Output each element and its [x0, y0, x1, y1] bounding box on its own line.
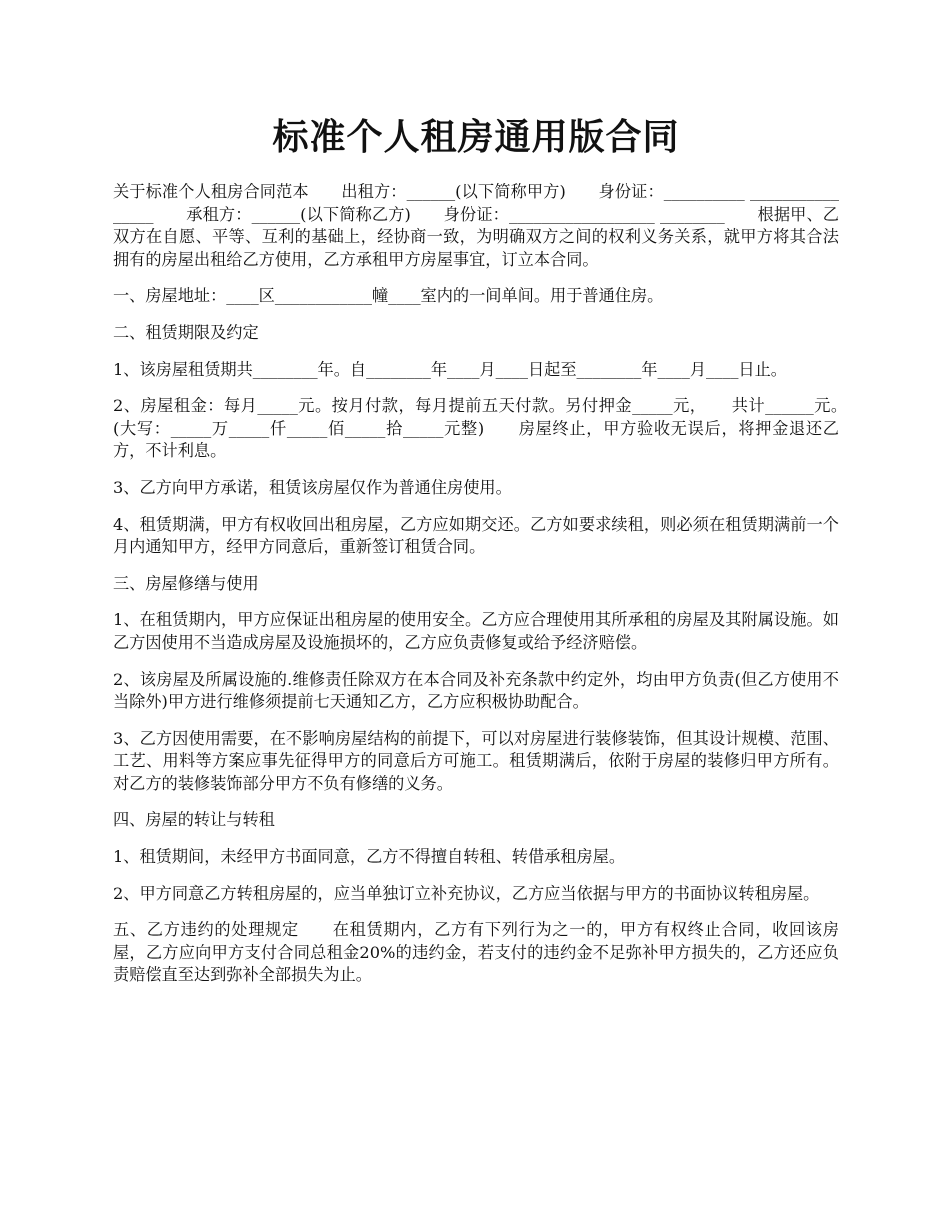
document-title: 标准个人租房通用版合同: [272, 116, 680, 158]
clause-3-1: 1、在租赁期内，甲方应保证出租房屋的使用安全。乙方应合理使用其所承租的房屋及其附属设施。如乙方因使用不当造成房屋及设施损坏的，乙方应负责修复或给予经济赔偿。: [113, 610, 839, 652]
section-3-heading: 三、房屋修缮与使用: [113, 573, 259, 593]
section-2-heading: 二、租赁期限及约定: [113, 322, 259, 342]
clause-2-3: 3、乙方向甲方承诺，租赁该房屋仅作为普通住房使用。: [113, 477, 512, 497]
section-1-house-address: 一、房屋地址：____区____________幢____室内的一间单间。用于普通住房。: [113, 286, 664, 306]
section-4-heading: 四、房屋的转让与转租: [113, 810, 275, 830]
clause-2-2: 2、房屋租金：每月_____元。按月付款，每月提前五天付款。另付押金_____元， 共计______元。 (大写：_____万_____仟_____佰_____拾_____元整) 房屋终止，甲方验收无误后，将押金退还乙方，不计利息。: [113, 396, 872, 461]
intro-paragraph: 关于标准个人租房合同范本 出租方：______(以下简称甲方) 身份证：__________ ________________ 承租方：______(以下简称乙方) 身份证：__________________ ________ 根据甲、乙双方在自愿、平等、互利的基础上，经协商一致，为明确双方之间的权利义务关系，就甲方将其合法拥有的房屋出租给乙方使用，乙方承租甲方房屋事宜，订立本合同。: [113, 182, 839, 269]
clause-2-4: 4、租赁期满，甲方有权收回出租房屋，乙方应如期交还。乙方如要求续租，则必须在租赁期满前一个月内通知甲方，经甲方同意后，重新签订租赁合同。: [113, 514, 839, 557]
clause-4-2: 2、甲方同意乙方转租房屋的，应当单独订立补充协议，乙方应当依据与甲方的书面协议转租房屋。: [113, 883, 820, 903]
section-5-paragraph: 五、乙方违约的处理规定 在租赁期内，乙方有下列行为之一的，甲方有权终止合同，收回该房屋，乙方应向甲方支付合同总租金20%的违约金，若支付的违约金不足弥补甲方损失的，乙方还应负责赔偿直至达到弥补全部损失为止。: [113, 920, 839, 985]
clause-3-3: 3、乙方因使用需要，在不影响房屋结构的前提下，可以对房屋进行装修装饰，但其设计规模、范围、工艺、用料等方案应事先征得甲方的同意后方可施工。租赁期满后，依附于房屋的装修归甲方所有。对乙方的装修装饰部分甲方不负有修缮的义务。: [113, 728, 839, 793]
document-page: [113, 0, 872, 987]
clause-3-2: 2、该房屋及所属设施的.维修责任除双方在本合同及补充条款中约定外，均由甲方负责(但乙方使用不当除外)甲方进行维修须提前七天通知乙方，乙方应积极协助配合。: [113, 669, 839, 712]
clause-4-1: 1、租赁期间，未经甲方书面同意，乙方不得擅自转租、转借承租房屋。: [113, 847, 626, 867]
clause-2-1: 1、该房屋租赁期共________年。自________年____月____日起至________年____月____日止。: [113, 359, 787, 379]
